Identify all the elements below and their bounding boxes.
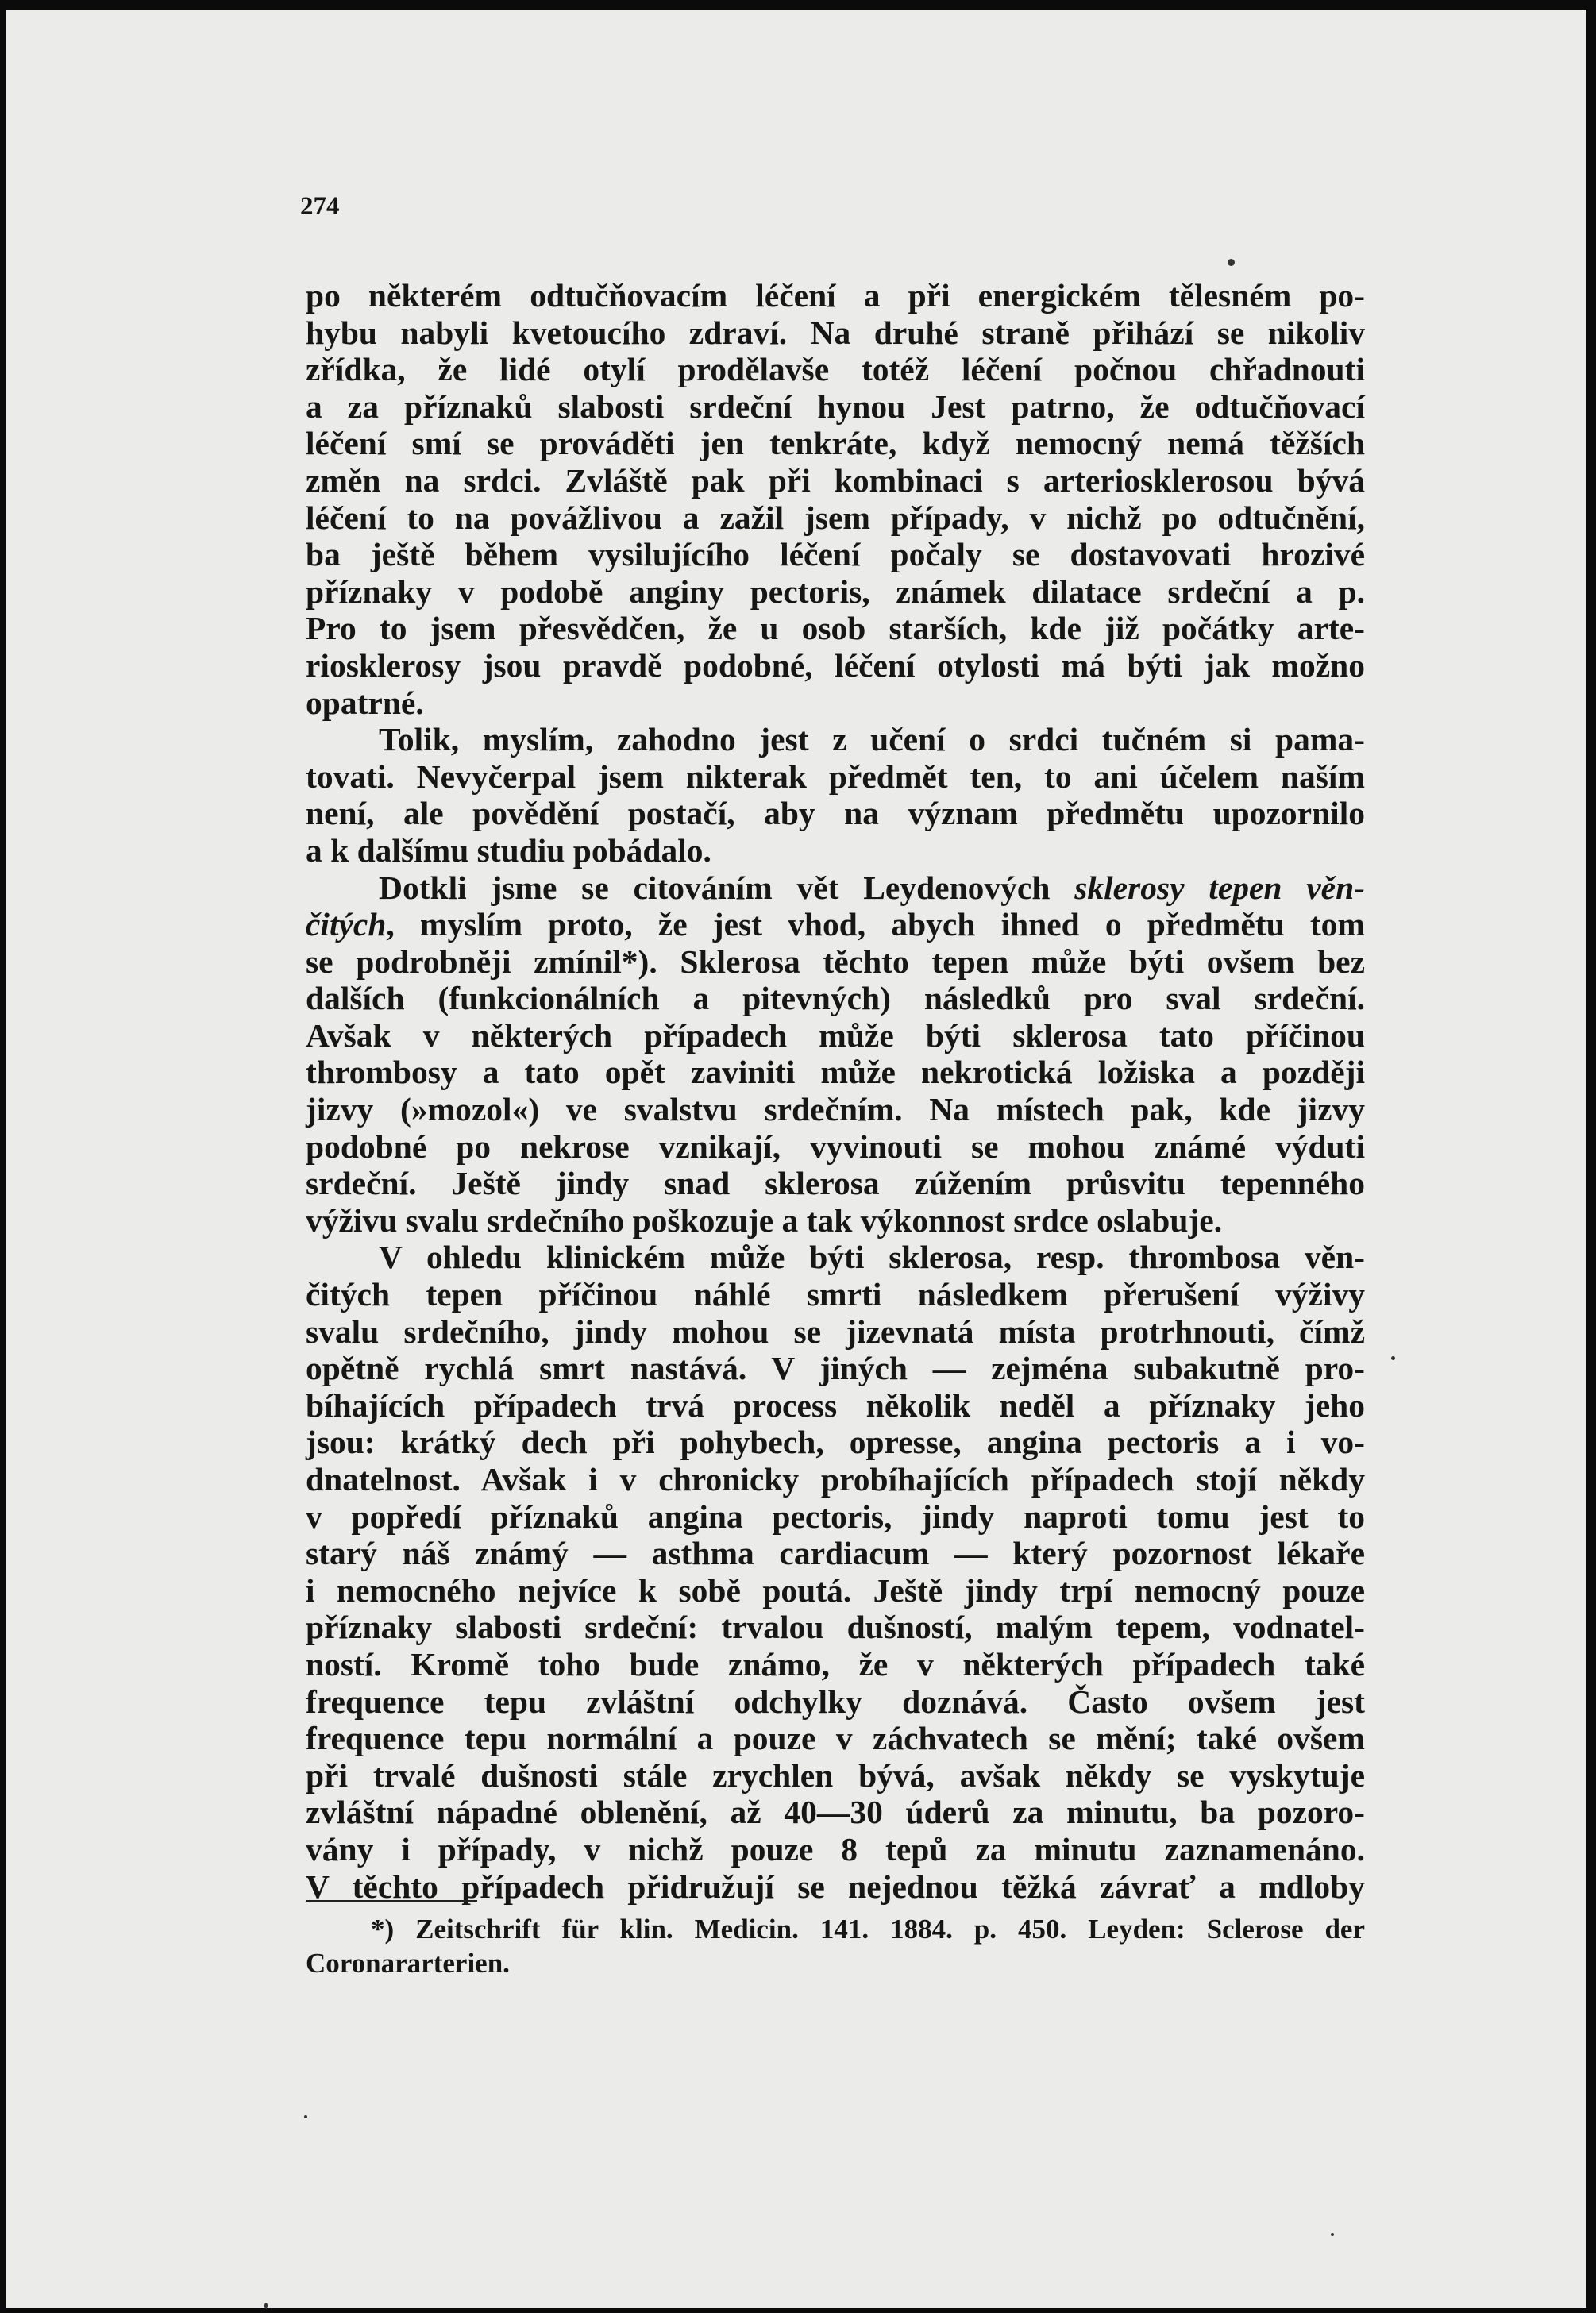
text-line: svalu srdečního, jindy mohou se jizevnatá místa protrhnouti, čímž — [306, 1313, 1365, 1350]
text-line: léčení smí se prováděti jen tenkráte, když nemocný nemá těžších — [306, 425, 1365, 462]
paragraph — [306, 1239, 1365, 1905]
text-line: a k dalšímu studiu pobádalo. — [306, 831, 711, 869]
text-line: zřídka, že lidé otylí prodělavše totéž léčení počnou chřadnouti — [306, 351, 1365, 388]
text-line: léčení to na povážlivou a zažil jsem případy, v nichž po odtučnění, — [306, 499, 1365, 536]
text-line: podobné po nekrose vznikají, vyvinouti se mohou známé výduti — [306, 1128, 1365, 1165]
italic-term: čitých — [306, 906, 387, 943]
text-line: se podrobněji zmínil*). Sklerosa těchto tepen může býti ovšem bez — [306, 943, 1365, 980]
footnote-divider — [306, 1900, 477, 1902]
text-line: výživu svalu srdečního poškozuje a tak výkonnost srdce oslabuje. — [306, 1201, 1223, 1239]
text-line: není, ale povědění postačí, aby na význam předmětu upozornilo — [306, 795, 1365, 832]
text-line: opatrné. — [306, 684, 424, 721]
text-line: jsou: krátký dech při pohybech, opresse, angina pectoris a i vo- — [306, 1424, 1365, 1461]
scan-speck — [1228, 259, 1235, 266]
text-line: vány i případy, v nichž pouze 8 tepů za minutu zaznamenáno. — [306, 1830, 1365, 1868]
text-line — [306, 906, 1365, 943]
text-segment: , myslím proto, že jest vhod, abych ihned o předmětu tom — [386, 906, 1365, 943]
italic-term: sklerosy tepen věn- — [1074, 869, 1365, 906]
text-line: V těchto případech přidružují se nejednou těžká závrať a mdloby — [306, 1868, 1365, 1905]
text-line: zvláštní nápadné oblenění, až 40—30 úderů za minutu, ba pozoro- — [306, 1794, 1365, 1831]
text-line: při trvalé dušnosti stále zrychlen bývá, avšak někdy se vyskytuje — [306, 1756, 1365, 1794]
paragraph — [306, 721, 1365, 869]
text-line: frequence tepu normální a pouze v záchvatech se mění; také ovšem — [306, 1720, 1365, 1757]
text-line: starý náš známý — asthma cardiacum — který pozornost lékaře — [306, 1535, 1365, 1572]
text-line: v popředí příznaků angina pectoris, jindy naproti tomu jest to — [306, 1498, 1365, 1535]
text-line: Pro to jsem přesvědčen, že u osob starších, kde již počátky arte- — [306, 610, 1365, 647]
scan-speck — [264, 2303, 268, 2309]
text-line: příznaky slabosti srdeční: trvalou dušností, malým tepem, vodnatel- — [306, 1609, 1365, 1646]
text-line: frequence tepu zvláštní odchylky doznává. Často ovšem jest — [306, 1683, 1365, 1720]
text-line: Tolik, myslím, zahodno jest z učení o srdci tučném si pama- — [379, 721, 1365, 758]
text-line — [306, 869, 1365, 907]
text-line: čitých tepen příčinou náhlé smrti následkem přerušení výživy — [306, 1276, 1365, 1313]
page-number: 274 — [300, 192, 340, 221]
text-line: V ohledu klinickém může býti sklerosa, resp. thrombosa věn- — [379, 1239, 1365, 1276]
paper-sheet — [6, 10, 1586, 2308]
text-line: dalších (funkcionálních a pitevných) následků pro sval srdeční. — [306, 980, 1365, 1017]
scan-speck — [1331, 2233, 1334, 2236]
text-line: hybu nabyli kvetoucího zdraví. Na druhé straně přihází se nikoliv — [306, 314, 1365, 351]
footnote-line: Coronararterien. — [306, 1948, 510, 1979]
text-line: bíhajících případech trvá process několik neděl a příznaky jeho — [306, 1386, 1365, 1424]
text-line: tovati. Nevyčerpal jsem nikterak předmět ten, to ani účelem naším — [306, 758, 1365, 795]
text-line: po některém odtučňovacím léčení a při energickém tělesném po- — [306, 277, 1365, 314]
text-line: thrombosy a tato opět zaviniti může nekrotická ložiska a později — [306, 1054, 1365, 1091]
paragraph — [306, 869, 1365, 1239]
footnote-line: *) Zeitschrift für klin. Medicin. 141. 1884. p. 450. Leyden: Sclerose der — [371, 1914, 1365, 1945]
scan-speck — [1391, 1356, 1395, 1360]
body-text — [306, 277, 1365, 1905]
text-line: riosklerosy jsou pravdě podobné, léčení otylosti má býti jak možno — [306, 646, 1365, 684]
text-line: a za příznaků slabosti srdeční hynou Jest patrno, že odtučňovací — [306, 387, 1365, 425]
text-line: ností. Kromě toho bude známo, že v některých případech také — [306, 1645, 1365, 1683]
text-line: opětně rychlá smrt nastává. V jiných — zejména subakutně pro- — [306, 1350, 1365, 1387]
text-line: příznaky v podobě anginy pectoris, známek dilatace srdeční a p. — [306, 572, 1365, 610]
text-segment: Dotkli jsme se citováním vět Leydenových — [379, 869, 1051, 906]
text-line: i nemocného nejvíce k sobě poutá. Ještě jindy trpí nemocný pouze — [306, 1571, 1365, 1609]
text-line: jizvy (»mozol«) ve svalstvu srdečním. Na místech pak, kde jizvy — [306, 1091, 1365, 1128]
text-line: srdeční. Ještě jindy snad sklerosa zúžením průsvitu tepenného — [306, 1165, 1365, 1202]
text-line: dnatelnost. Avšak i v chronicky probíhajících případech stojí někdy — [306, 1461, 1365, 1498]
footnote — [306, 1912, 1365, 1980]
text-line: změn na srdci. Zvláště pak při kombinaci s arteriosklerosou bývá — [306, 461, 1365, 499]
text-line: Avšak v některých případech může býti sklerosa tato příčinou — [306, 1016, 1365, 1054]
paragraph — [306, 277, 1365, 721]
scan-speck — [304, 2115, 307, 2118]
text-line: ba ještě během vysilujícího léčení počaly se dostavovati hrozivé — [306, 536, 1365, 573]
